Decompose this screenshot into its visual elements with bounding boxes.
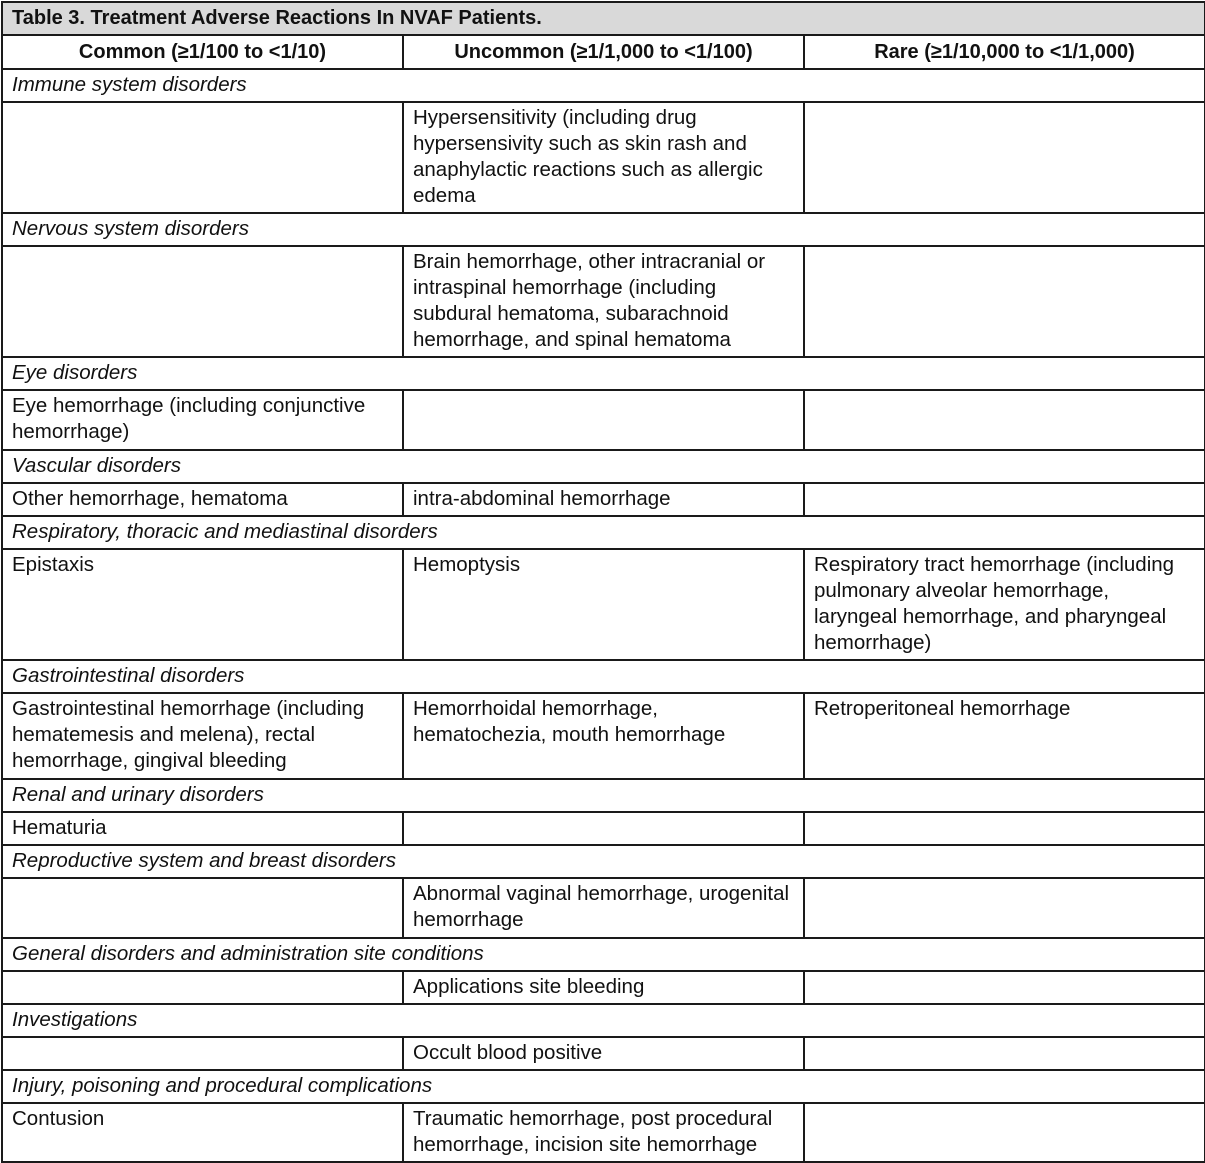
cell-uncommon: Hemorrhoidal hemorrhage, hematochezia, mouth hemorrhage [403,693,804,779]
cell-rare: Respiratory tract hemorrhage (including pulmonary alveolar hemorrhage, laryngeal hemorrhage, and pharyngeal hemorrhage) [804,549,1205,660]
section-title: Vascular disorders [2,450,1205,483]
cell-uncommon [403,812,804,845]
column-header-common: Common (≥1/100 to <1/10) [2,35,403,69]
table-row [2,1037,1205,1070]
cell-rare [804,390,1205,450]
cell-common [2,971,403,1004]
cell-common: Gastrointestinal hemorrhage (including hematemesis and melena), rectal hemorrhage, gingival bleeding [2,693,403,779]
cell-rare: Retroperitoneal hemorrhage [804,693,1205,779]
table-caption: Table 3. Treatment Adverse Reactions In NVAF Patients. [2,2,1205,35]
cell-common [2,102,403,213]
table-row [2,971,1205,1004]
section-row [2,938,1205,971]
cell-rare [804,246,1205,357]
column-header-rare: Rare (≥1/10,000 to <1/1,000) [804,35,1205,69]
section-row [2,779,1205,812]
cell-common [2,878,403,938]
table-row [2,390,1205,450]
cell-rare [804,812,1205,845]
cell-uncommon: Hemoptysis [403,549,804,660]
section-row [2,213,1205,246]
section-row [2,450,1205,483]
cell-common: Hematuria [2,812,403,845]
section-row [2,1070,1205,1103]
table-row [2,246,1205,357]
section-row [2,516,1205,549]
cell-rare [804,1103,1205,1162]
section-title: Investigations [2,1004,1205,1037]
adverse-reactions-table [1,1,1205,1163]
table-row [2,549,1205,660]
cell-uncommon: Brain hemorrhage, other intracranial or intraspinal hemorrhage (including subdural hematoma, subarachnoid hemorrhage, and spinal hematoma [403,246,804,357]
cell-common [2,246,403,357]
section-title: Reproductive system and breast disorders [2,845,1205,878]
cell-rare [804,878,1205,938]
cell-common: Other hemorrhage, hematoma [2,483,403,516]
cell-uncommon: Abnormal vaginal hemorrhage, urogenital hemorrhage [403,878,804,938]
cell-uncommon: Applications site bleeding [403,971,804,1004]
cell-common: Eye hemorrhage (including conjunctive hemorrhage) [2,390,403,450]
section-title: Renal and urinary disorders [2,779,1205,812]
table-row [2,1103,1205,1162]
cell-common [2,1037,403,1070]
table-row [2,878,1205,938]
section-title: Eye disorders [2,357,1205,390]
cell-rare [804,971,1205,1004]
cell-common: Epistaxis [2,549,403,660]
caption-row [2,2,1205,35]
cell-rare [804,1037,1205,1070]
section-title: Nervous system disorders [2,213,1205,246]
section-row [2,660,1205,693]
section-title: Respiratory, thoracic and mediastinal disorders [2,516,1205,549]
cell-uncommon: intra-abdominal hemorrhage [403,483,804,516]
section-title: General disorders and administration site conditions [2,938,1205,971]
cell-uncommon [403,390,804,450]
section-row [2,845,1205,878]
section-row [2,1004,1205,1037]
table-row [2,693,1205,779]
table-row [2,102,1205,213]
table-row [2,812,1205,845]
section-title: Immune system disorders [2,69,1205,102]
cell-rare [804,102,1205,213]
section-title: Injury, poisoning and procedural complications [2,1070,1205,1103]
table-row [2,483,1205,516]
cell-uncommon: Occult blood positive [403,1037,804,1070]
column-header-uncommon: Uncommon (≥1/1,000 to <1/100) [403,35,804,69]
header-row [2,35,1205,69]
section-row [2,357,1205,390]
cell-uncommon: Hypersensitivity (including drug hypersensivity such as skin rash and anaphylactic reactions such as allergic edema [403,102,804,213]
cell-rare [804,483,1205,516]
section-title: Gastrointestinal disorders [2,660,1205,693]
cell-common: Contusion [2,1103,403,1162]
section-row [2,69,1205,102]
cell-uncommon: Traumatic hemorrhage, post procedural hemorrhage, incision site hemorrhage [403,1103,804,1162]
